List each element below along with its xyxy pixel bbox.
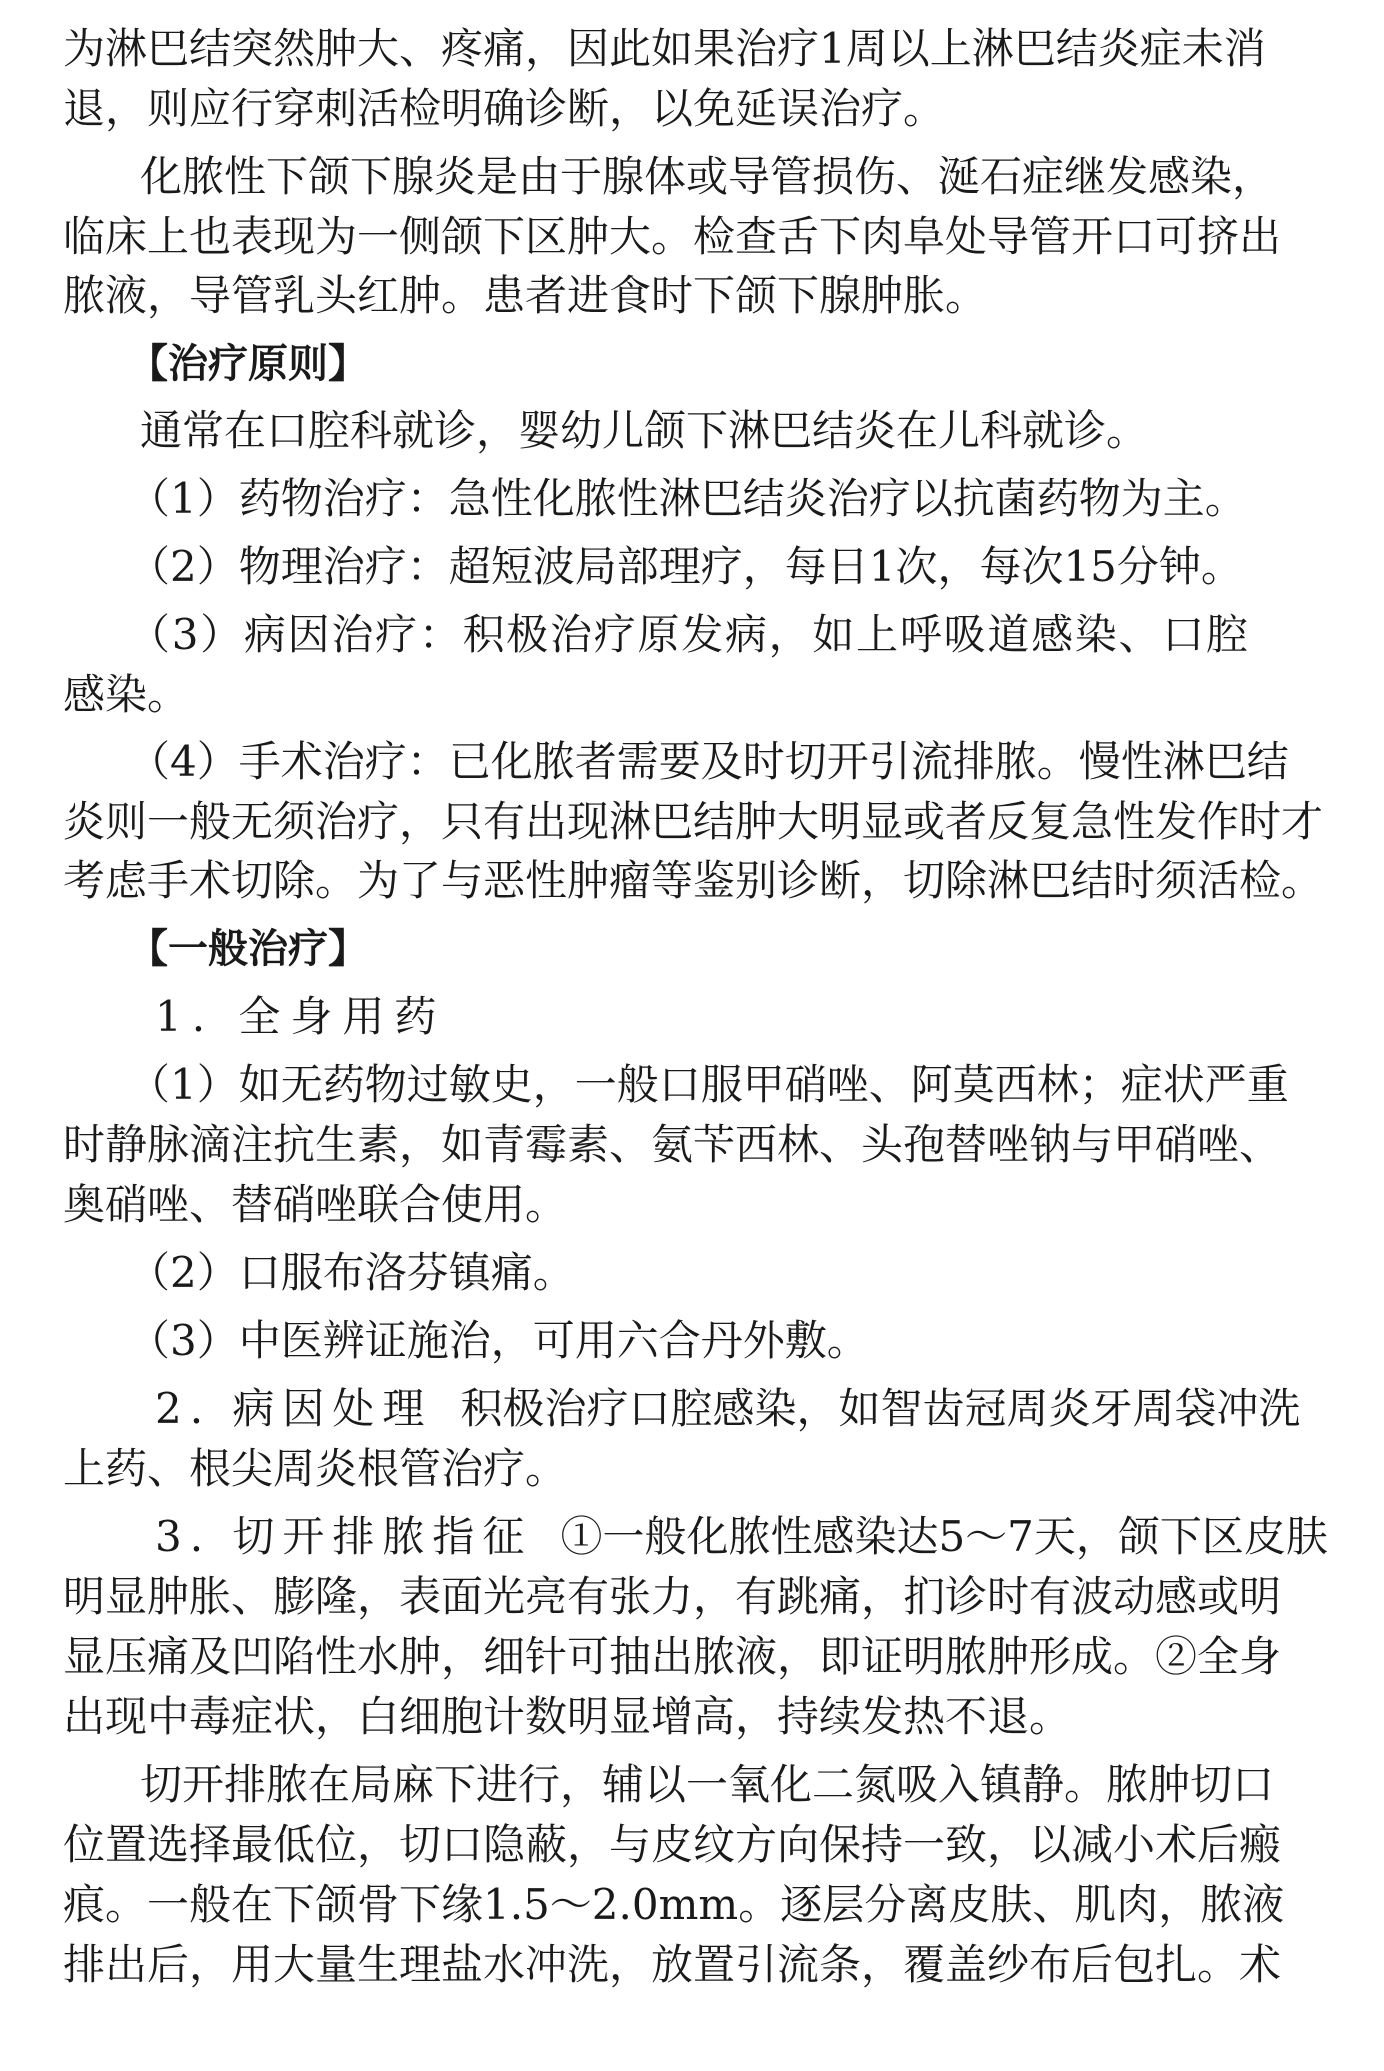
body-text-line: 出现中毒症状，白细胞计数明显增高，持续发热不退。 xyxy=(63,1692,1072,1741)
subsection-heading: 3. 切开排脓指征 xyxy=(155,1512,533,1561)
body-text-line: 考虑手术切除。为了与恶性肿瘤等鉴别诊断，切除淋巴结时须活检。 xyxy=(63,856,1324,905)
body-text-line: 位置选择最低位，切口隐蔽，与皮纹方向保持一致，以减小术后瘢 xyxy=(63,1820,1282,1869)
body-text-line: 时静脉滴注抗生素，如青霉素、氨苄西林、头孢替唑钠与甲硝唑、 xyxy=(63,1120,1282,1169)
subsection-heading: 2. 病因处理 xyxy=(155,1384,433,1433)
body-text-line: 化脓性下颌下腺炎是由于腺体或导管损伤、涎石症继发感染， xyxy=(140,152,1275,201)
subsection-line xyxy=(155,1508,1328,1566)
list-item: （4）手术治疗：已化脓者需要及时切开引流排脓。慢性淋巴结 xyxy=(128,737,1289,786)
body-text-line: 通常在口腔科就诊，婴幼儿颌下淋巴结炎在儿科就诊。 xyxy=(140,406,1149,455)
list-item: （2）口服布洛芬镇痛。 xyxy=(128,1248,575,1297)
list-item: （3）中医辨证施治，可用六合丹外敷。 xyxy=(128,1316,869,1365)
body-text-line: 退，则应行穿刺活检明确诊断，以免延误治疗。 xyxy=(63,84,946,133)
body-text-line: 显压痛及凹陷性水肿，细针可抽出脓液，即证明脓肿形成。②全身 xyxy=(63,1632,1282,1681)
body-text-line: 排出后，用大量生理盐水冲洗，放置引流条，覆盖纱布后包扎。术 xyxy=(63,1940,1282,1989)
body-text-line: 明显肿胀、膨隆，表面光亮有张力，有跳痛，扪诊时有波动感或明 xyxy=(63,1572,1282,1621)
body-text-line: 脓液，导管乳头红肿。患者进食时下颌下腺肿胀。 xyxy=(63,271,988,320)
list-item: （1）药物治疗：急性化脓性淋巴结炎治疗以抗菌药物为主。 xyxy=(128,474,1247,523)
body-text-line: 为淋巴结突然肿大、疼痛，因此如果治疗1周以上淋巴结炎症未消 xyxy=(63,24,1266,73)
section-heading-general-treatment: 【一般治疗】 xyxy=(128,926,368,972)
subsection-line xyxy=(155,1380,1301,1438)
body-text: 积极治疗口腔感染，如智齿冠周炎牙周袋冲洗 xyxy=(460,1384,1301,1433)
list-item: （1）如无药物过敏史，一般口服甲硝唑、阿莫西林；症状严重 xyxy=(128,1060,1289,1109)
body-text-line: 切开排脓在局麻下进行，辅以一氧化二氮吸入镇静。脓肿切口 xyxy=(140,1760,1275,1809)
body-text-line: 炎则一般无须治疗，只有出现淋巴结肿大明显或者反复急性发作时才 xyxy=(63,797,1324,846)
body-text-line: 奥硝唑、替硝唑联合使用。 xyxy=(63,1180,568,1229)
list-item: （3）病因治疗：积极治疗原发病，如上呼吸道感染、口腔 xyxy=(128,610,1248,659)
section-heading-treatment-principle: 【治疗原则】 xyxy=(128,341,368,387)
body-text-line: 痕。一般在下颌骨下缘1.5～2.0mm。逐层分离皮肤、肌肉，脓液 xyxy=(63,1880,1285,1929)
body-text-line: 感染。 xyxy=(63,670,190,719)
list-item: （2）物理治疗：超短波局部理疗，每日1次，每次15分钟。 xyxy=(128,542,1243,591)
body-text-line: 临床上也表现为一侧颌下区肿大。检查舌下肉阜处导管开口可挤出 xyxy=(63,212,1282,261)
body-text: ①一般化脓性感染达5～7天，颌下区皮肤 xyxy=(560,1512,1328,1561)
subsection-heading: 1. 全身用药 xyxy=(155,992,447,1041)
body-text-line: 上药、根尖周炎根管治疗。 xyxy=(63,1444,568,1493)
